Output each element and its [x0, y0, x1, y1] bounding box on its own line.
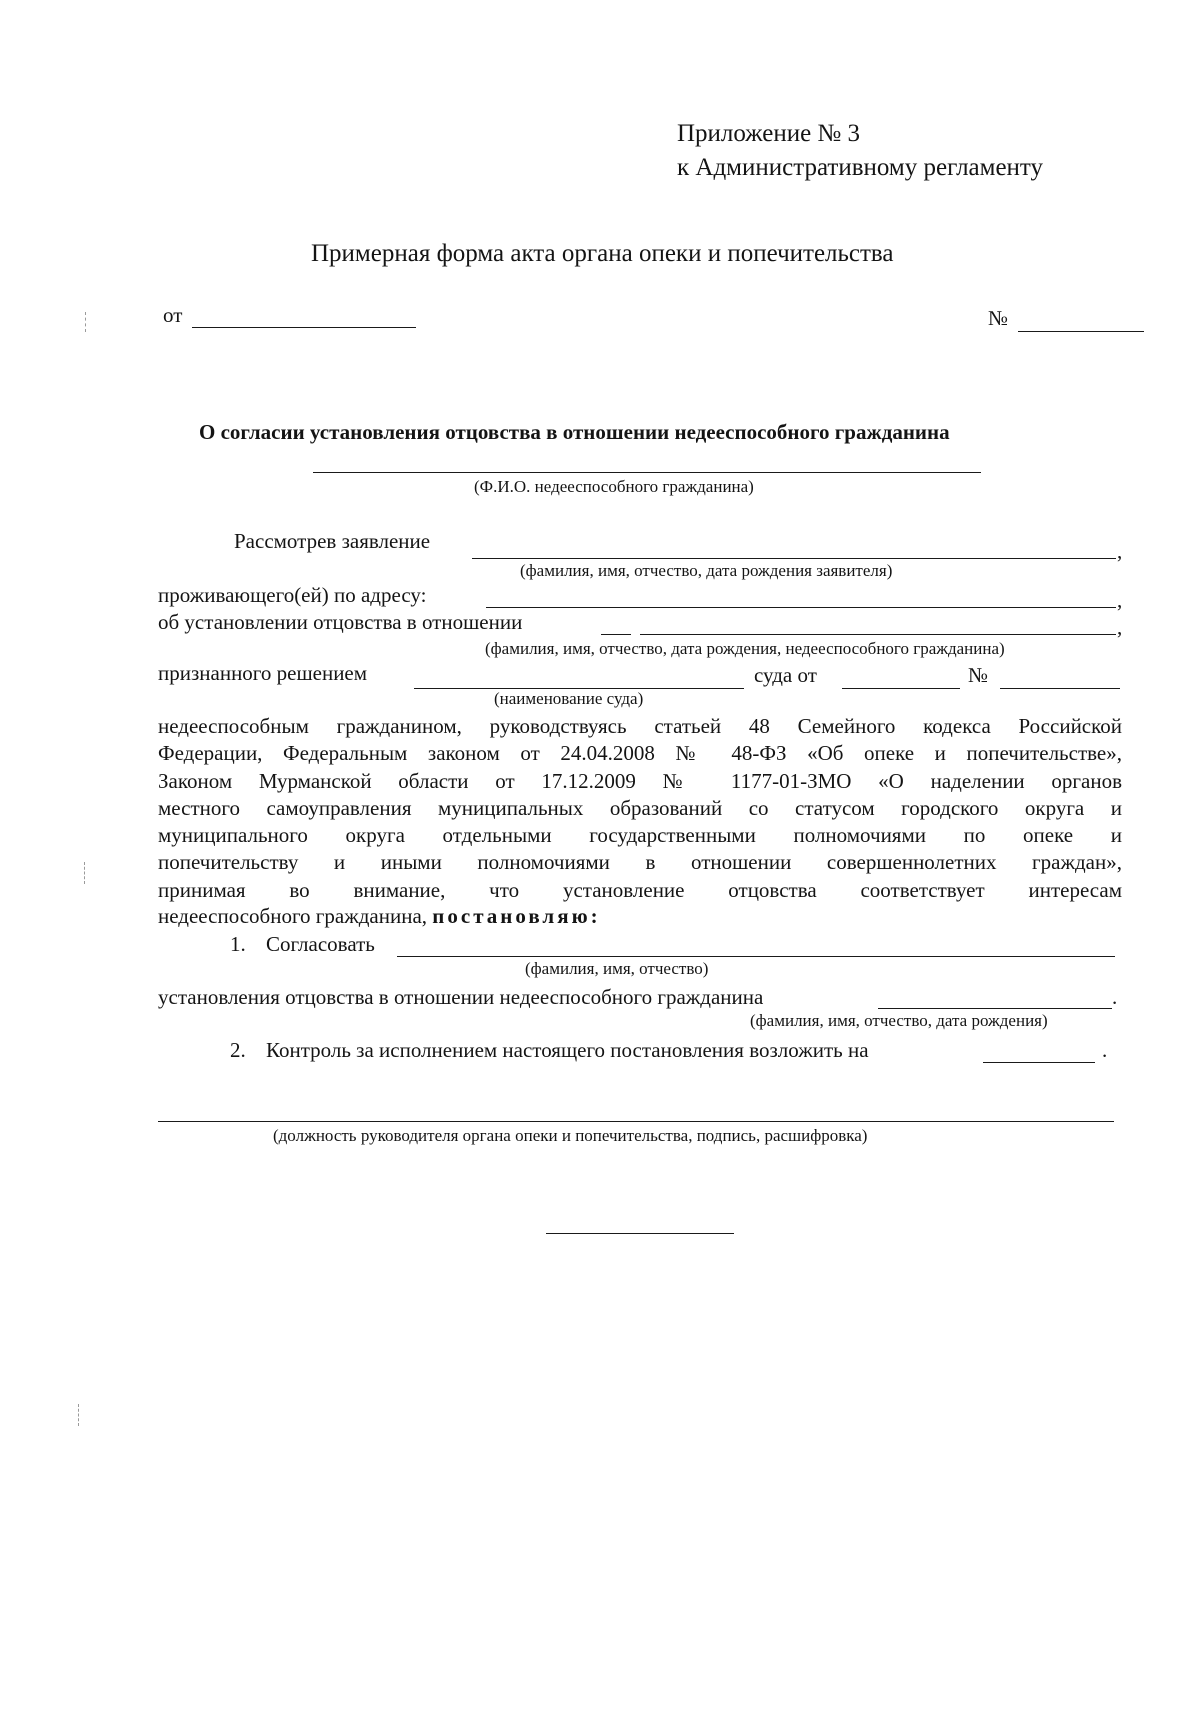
date-label: от [163, 303, 183, 327]
item-1-person-hint: (фамилия, имя, отчество, дата рождения) [750, 1011, 1048, 1030]
fio-incapable-field [313, 472, 981, 473]
address-field [486, 607, 1116, 608]
item-2-text: Контроль за исполнением настоящего постановления возложить на [266, 1038, 869, 1062]
appendix-number: Приложение № 3 [677, 120, 861, 147]
resolve-word: постановляю: [432, 904, 601, 928]
item-2-number: 2. [230, 1038, 246, 1062]
paragraph-line-6: попечительству и иными полномочиями в отношении совершеннолетних граждан», [158, 850, 1122, 874]
number-field [1018, 331, 1144, 332]
item-1-text: Согласовать [266, 932, 375, 956]
scan-mark [78, 1404, 79, 1426]
applicant-hint: (фамилия, имя, отчество, дата рождения заявителя) [520, 561, 893, 580]
scan-mark [85, 312, 86, 332]
fio-incapable-hint: (Ф.И.О. недееспособного гражданина) [474, 477, 754, 496]
form-title: Примерная форма акта органа опеки и попечительства [311, 240, 894, 267]
period: . [1112, 985, 1118, 1009]
paternity-label: об установлении отцовства в отношении [158, 610, 523, 634]
incapable-hint: (фамилия, имя, отчество, дата рождения, недееспособного гражданина) [485, 639, 1005, 658]
paragraph-line-8 [158, 904, 601, 929]
residing-label: проживающего(ей) по адресу: [158, 583, 427, 607]
item-1-continuation: установления отцовства в отношении недееспособного гражданина [158, 985, 764, 1009]
item-1-person-field [878, 1008, 1112, 1009]
number-label: № [988, 306, 1009, 330]
paragraph-line-8-text: недееспособного гражданина, [158, 904, 428, 928]
item-1-field [397, 956, 1115, 957]
applicant-field [472, 558, 1116, 559]
court-date-field [842, 688, 960, 689]
paragraph-line-3: Законом Мурманской области от 17.12.2009 № 1177-01-ЗМО «О наделении органов [158, 769, 1122, 793]
scan-mark [84, 862, 85, 884]
item-1-number: 1. [230, 932, 246, 956]
court-from-label: суда от [754, 663, 817, 687]
comma: , [1117, 539, 1123, 563]
comma: , [1117, 588, 1123, 612]
item-1-hint: (фамилия, имя, отчество) [525, 959, 709, 978]
paragraph-line-7: принимая во внимание, что установление отцовства соответствует интересам [158, 878, 1122, 902]
signature-field [158, 1121, 1114, 1122]
court-number-label: № [968, 663, 989, 687]
date-field [192, 327, 416, 328]
paragraph-line-5: муниципального округа отдельными государственными полномочиями по опеке и [158, 823, 1122, 847]
recognized-label: признанного решением [158, 661, 368, 685]
court-name-hint: (наименование суда) [494, 689, 644, 708]
item-2-field [983, 1062, 1095, 1063]
paternity-short-field [601, 634, 631, 635]
paternity-field [640, 634, 1116, 635]
paragraph-line-4: местного самоуправления муниципальных образований со статусом городского округа и [158, 796, 1122, 820]
appendix-regulation: к Административному регламенту [677, 154, 1044, 181]
closing-separator [546, 1233, 734, 1234]
paragraph-line-1: недееспособным гражданином, руководствуясь статьей 48 Семейного кодекса Российской [158, 714, 1122, 738]
act-title: О согласии установления отцовства в отношении недееспособного гражданина [199, 420, 950, 444]
signature-hint: (должность руководителя органа опеки и попечительства, подпись, расшифровка) [273, 1126, 868, 1145]
period: . [1102, 1038, 1108, 1062]
comma: , [1117, 615, 1123, 639]
considered-label: Рассмотрев заявление [234, 529, 431, 553]
paragraph-line-2: Федерации, Федеральным законом от 24.04.2008 № 48-ФЗ «Об опеке и попечительстве», [158, 741, 1122, 765]
court-number-field [1000, 688, 1120, 689]
